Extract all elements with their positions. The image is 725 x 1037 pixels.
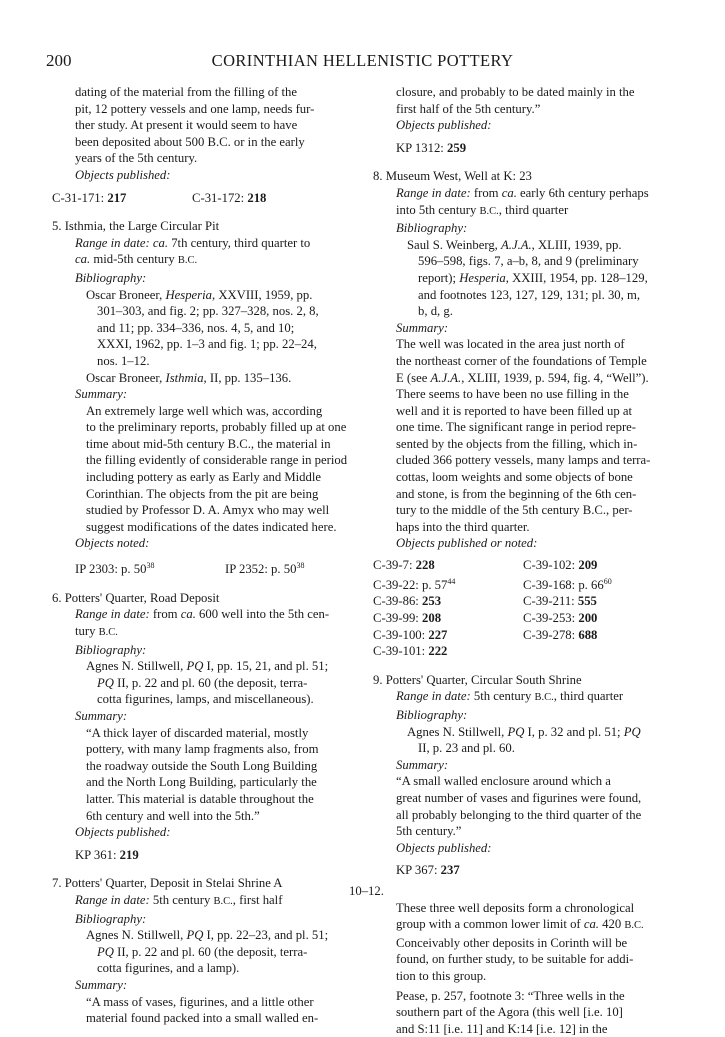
section-10-12	[349, 883, 671, 1037]
continued-summary: closure, and probably to be dated mainly in the first half of the 5th century.” Objects published:	[373, 84, 671, 134]
summary-text: “A mass of vases, figurines, and a little other material found packed into a small walled en-	[86, 994, 319, 1026]
object-entry: C-39-102: 209	[523, 558, 598, 573]
section-heading: 8. Museum West, Well at K: 23	[373, 169, 532, 184]
objects-label: Objects published:	[75, 167, 171, 182]
object-entry: KP 1312: 259	[396, 140, 467, 155]
object-entry: KP 361: 219	[75, 847, 139, 862]
range-in-date: Range in date: 5th century B.C., first half	[75, 892, 283, 907]
section-heading: 6. Potters' Quarter, Road Deposit	[52, 590, 220, 605]
summary-text: “A thick layer of discarded material, mostly pottery, with many lamp fragments also, from the roadway outside the South Long Building and the North Long Building, particularly the latter. This material is datable throughout the 6th century and well into the 5th.”	[86, 725, 319, 823]
summary-label: Summary:	[75, 709, 128, 724]
section-number: 10–12.	[349, 883, 384, 898]
bibliography-label: Bibliography:	[396, 221, 468, 236]
summary-text: “A small walled enclosure around which a great number of vases and figurines were found, all probably belonging to the third quarter of the 5th century.”	[396, 774, 642, 839]
section-9	[373, 672, 671, 879]
object-entry: C-39-100: 227	[373, 627, 448, 642]
object-entry: C-31-171: 217	[52, 190, 127, 205]
object-list	[373, 140, 671, 157]
object-entry: KP 367: 237	[396, 863, 460, 878]
bibliography: Agnes N. Stillwell, PQ I, p. 32 and pl. 51; PQ II, p. 23 and pl. 60.	[407, 724, 641, 756]
summary-label: Summary:	[75, 387, 128, 402]
range-in-date: Range in date: from ca. early 6th century perhaps	[396, 185, 649, 200]
range-in-date: Range in date: from ca. 600 well into the 5th cen-	[75, 607, 330, 622]
objects-label: Objects published:	[75, 825, 171, 840]
section-heading: 5. Isthmia, the Large Circular Pit	[52, 219, 220, 234]
section-6: 6. Potters' Quarter, Road Deposit Range in date: from ca. 600 well into the 5th cen- tury B.C. Bibliography: Agnes N. Stillwell, PQ I, pp. 15, 21, and pl. 51; PQ II, p. 22 and pl. 60 (the deposit, terra- cotta figurines, lamps, and miscellaneous). Summary: “A thick layer of discarded material, mostly pottery, with many lamp fragments also, from the roadway outside the South Long Building and the North Long Building, particularly the latter. This material is datable throughout the 6th century and well into the 5th.” Objects published: KP 361: 219	[52, 590, 356, 864]
summary-label: Summary:	[396, 757, 449, 772]
section-heading: 7. Potters' Quarter, Deposit in Stelai Shrine A	[52, 876, 283, 891]
object-entry: C-39-211: 555	[523, 594, 597, 609]
summary-label: Summary:	[75, 977, 128, 992]
object-list	[373, 862, 671, 879]
section-7	[52, 875, 356, 1026]
bibliography: Oscar Broneer, Hesperia, XXVIII, 1959, pp. 301–303, and fig. 2; pp. 327–328, nos. 2, 8, and 11; pp. 334–336, nos. 4, 5, and 10; XXXI, 1962, pp. 1–3 and fig. 1; pp. 22–24, nos. 1–12. Oscar Broneer, Isthmia, II, pp. 135–136.	[86, 287, 319, 385]
object-list	[373, 557, 671, 660]
range-in-date: Range in date: 5th century B.C., third quarter	[396, 689, 624, 704]
running-title: CORINTHIAN HELLENISTIC POTTERY	[211, 51, 514, 70]
left-column	[52, 84, 356, 1027]
object-list	[52, 190, 356, 207]
bibliography: Agnes N. Stillwell, PQ I, pp. 22–23, and pl. 51; PQ II, p. 22 and pl. 60 (the deposit, terra- cotta figurines, and a lamp).	[86, 928, 329, 976]
section-8: 8. Museum West, Well at K: 23 Range in date: from ca. early 6th century perhaps into 5th century B.C., third quarter Bibliography: Saul S. Weinberg, A.J.A., XLIII, 1939, pp. 596–598, figs. 7, a–b, 8, and 9 (preliminary report); Hesperia, XXIII, 1954, pp. 128–129, and footnotes 123, 127, 129, 131; pl. 30, m, b, d, g. Summary: The well was located in the area just north of the northeast corner of the foundations of Temple E (see A.J.A., XLIII, 1939, p. 594, fig. 4, “Well”). There seems to have been no use filling in the well and it is reported to have been filled up at one time. The significant range in period repre- sented by the objects from the filling, which in- cluded 366 pottery vessels, many lamps and terra- cottas, loom weights and some objects of bone and stone, is from the beginning of the 6th cen- tury to the middle of the 5th century B.C., per- haps into the third quarter. Objects published or noted: C-39-7: 228 C-39-102: 209 C-39-22: p. $57^{44}$ C-39-168: p. $66^{60}$ C-39-86: 253 C-39-211: 555 C-39-99: 208 C-39-253: 200 C-39-100: 227 C-39-278: 688 C-39-101: 222	[373, 168, 671, 659]
section-5: 5. Isthmia, the Large Circular Pit Range in date: ca. 7th century, third quarter to ca. mid-5th century B.C. Bibliography: Oscar Broneer, Hesperia, XXVIII, 1959, pp. 301–303, and fig. 2; pp. 327–328, nos. 2, 8, and 11; pp. 334–336, nos. 4, 5, and 10; XXXI, 1962, pp. 1–3 and fig. 1; pp. 22–24, nos. 1–12. Oscar Broneer, Isthmia, II, pp. 135–136. Summary: An extremely large well which was, according to the preliminary reports, probably filled up at one time about mid-5th century B.C., the material in the filling evidently of considerable range in period including pottery as early as Early and Middle Corinthian. The objects from the pit are being studied by Professor D. A. Amyx who may well suggest modifications of the dates indicated here. Objects noted: IP 2303: p. $50^{38}$ IP 2352: p. $50^{38}$	[52, 218, 356, 578]
intro-paragraph: dating of the material from the filling of the pit, 12 pottery vessels and one lamp, needs fur- ther study. At present it would seem to have been deposited about 500 B.C. or in the early years of the 5th century. Objects published:	[52, 84, 356, 184]
summary-label: Summary:	[396, 320, 449, 335]
page-number: 200	[46, 51, 72, 70]
bibliography: Agnes N. Stillwell, PQ I, pp. 15, 21, and pl. 51; PQ II, p. 22 and pl. 60 (the deposit, terra- cotta figurines, lamps, and miscellaneous).	[86, 659, 329, 707]
objects-label: Objects published:	[396, 118, 492, 133]
object-entry: C-39-99: 208	[373, 611, 442, 626]
objects-label: Objects published:	[396, 840, 492, 855]
bibliography-label: Bibliography:	[75, 270, 147, 285]
objects-label: Objects noted:	[75, 536, 150, 551]
object-entry: C-39-168: p. $66^{60}$	[523, 576, 612, 592]
section-10-12-body: These three well deposits form a chronological group with a common lower limit of ca. 420 B.C. Conceivably other deposits in Corinth will be found, on further study, to be suitable for addi- tion to this group. Pease, p. 257, footnote 3: “Three wells in the southern part of the Agora (this well [i.e. 10] and S:11 [i.e. 11] and K:14 [i.e. 12] in the	[396, 900, 644, 1036]
summary-text: The well was located in the area just north of the northeast corner of the foundations of Temple E (see A.J.A., XLIII, 1939, p. 594, fig. 4, “Well”). There seems to have been no use filling in the well and it is reported to have been filled up at one time. The significant range in period repre- sented by the objects from the filling, which in- cluded 366 pottery vessels, many lamps and terra- cottas, loom weights and some objects of bone and stone, is from the beginning of the 6th cen- tury to the middle of the 5th century B.C., per- haps into the third quarter.	[396, 337, 651, 534]
object-entry: C-39-278: 688	[523, 627, 598, 642]
object-entry: C-39-101: 222	[373, 644, 448, 659]
bibliography-label: Bibliography:	[396, 708, 468, 723]
object-entry: C-39-7: 228	[373, 558, 435, 573]
range-in-date: Range in date: ca. 7th century, third quarter to	[75, 235, 311, 250]
objects-label: Objects published or noted:	[396, 536, 538, 551]
section-heading: 9. Potters' Quarter, Circular South Shrine	[373, 672, 582, 687]
bibliography-label: Bibliography:	[75, 642, 147, 657]
bibliography: Saul S. Weinberg, A.J.A., XLIII, 1939, pp. 596–598, figs. 7, a–b, 8, and 9 (preliminary report); Hesperia, XXIII, 1954, pp. 128–129, and footnotes 123, 127, 129, 131; pl. 30, m, b, d, g.	[407, 237, 648, 319]
object-entry: IP 2303: p. $50^{38}$	[75, 561, 155, 577]
object-entry: C-39-86: 253	[373, 594, 442, 609]
object-entry: C-39-22: p. $57^{44}$	[373, 576, 456, 592]
object-list	[52, 558, 356, 578]
object-entry: C-39-253: 200	[523, 611, 598, 626]
summary-text: An extremely large well which was, according to the preliminary reports, probably filled up at one time about mid-5th century B.C., the material in the filling evidently of considerable range in period including pottery as early as Early and Middle Corinthian. The objects from the pit are being studied by Professor D. A. Amyx who may well suggest modifications of the dates indicated here.	[86, 403, 348, 534]
object-entry: IP 2352: p. $50^{38}$	[225, 561, 305, 577]
object-entry: C-31-172: 218	[192, 190, 267, 205]
bibliography-label: Bibliography:	[75, 911, 147, 926]
right-column	[349, 84, 671, 1037]
object-list	[52, 847, 356, 864]
